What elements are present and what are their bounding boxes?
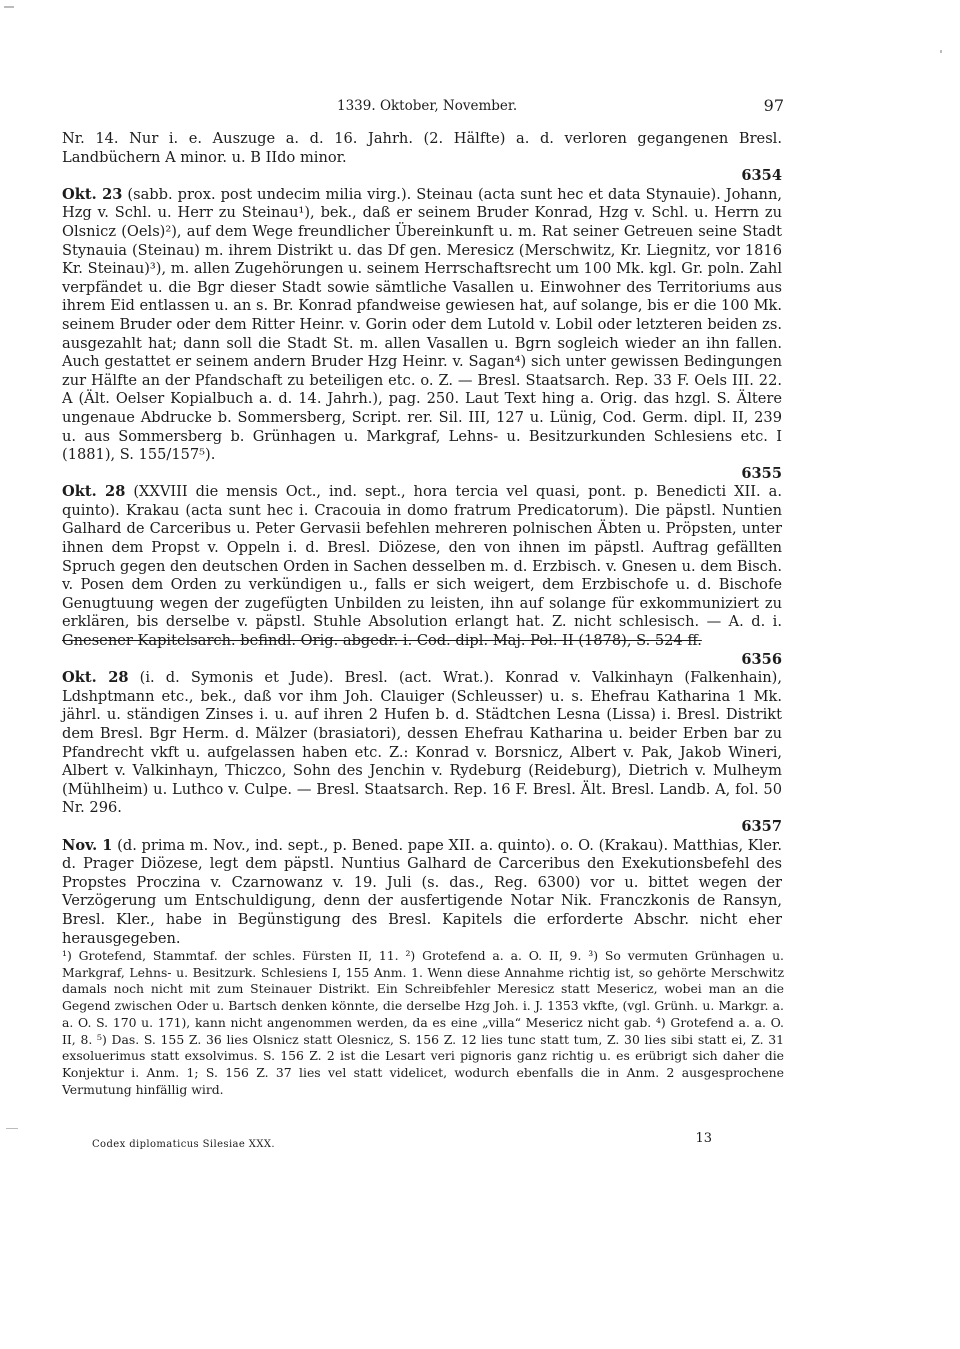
scan-speck	[4, 6, 14, 8]
regest-entry-6357	[62, 669, 782, 818]
regest-entry-6358	[62, 837, 782, 949]
entry-date: Okt. 28	[62, 483, 126, 501]
codex-title: Codex diplomaticus Silesiae XXX.	[92, 1139, 275, 1150]
entry-text: (d. prima m. Nov., ind. sept., p. Bened. pape XII. a. quinto). o. O. (Krakau). Matthias, Kler. d. Prager Diözese, legt dem päpstl. Nuntius Galhard de Carceribus den Exekutionsbefehl des Propstes Proczina v. Czarnowanz v. 19. Juli (s. das., Reg. 6300) vor u. bittet wegen der Verzögerung um Entschuldigung, denn der ausfertigende Notar Nik. Franczkonis de Ransyn, Bresl. Kler., habe in Begünstigung des Bresl. Kapitels die erforderte Abschr. nicht eher herausgegeben.	[62, 836, 783, 947]
footnotes	[62, 948, 784, 1098]
scan-speck	[6, 1128, 18, 1129]
paragraph-1: Nr. 14. Nur i. e. Auszuge a. d. 16. Jahrh. (2. Hälfte) a. d. verloren gegangenen Bresl. Landbüchern A minor. u. B IIdo minor.	[62, 130, 782, 166]
regest-number-6357: 6357	[741, 817, 782, 835]
regest-number-6356: 6356	[741, 650, 782, 668]
running-header	[62, 98, 784, 120]
entry-text: (sabb. prox. post undecim milia virg.). Steinau (acta sunt hec et data Stynauie). Johann, Hzg v. Schl. u. Herr zu Steinau¹), bek., daß er seinem Bruder Konrad, Hzg v. Schl. u. Herrn zu Olsnicz (Oels)²), auf dem Wege freundlicher Übereinkunft u. m. Rat seiner Getreuen seine Stadt Stynauia (Steinau) m. ihrem Distrikt u. das Df gen. Meresicz (Merschwitz, Kr. Liegnitz, vor 1816 Kr. Steinau)³), m. allen Zugehörungen u. seinem Herrschaftsrecht um 100 Mk. kgl. Gr. poln. Zahl verpfändet u. die Bgr dieser Stadt sowie sämtliche Vasallen u. Einwohner des Territoriums aus ihrem Eid entlassen u. an s. Br. Konrad pfandweise gewiesen hat, auf solange, bis er die 100 Mk. seinem Bruder oder dem Ritter Heinr. v. Gorin oder dem Lutold v. Lobil oder letzteren beiden zs. ausgezahlt hat; dann soll die Stadt St. m. allen Vasallen u. Bgrn sogleich wieder an ihn fallen. Auch gestattet er seinem andern Bruder Hzg Heinr. v. Sagan⁴) sich unter gewissen Bedingungen zur Hälfte an der Pfandschaft zu beteiligen etc. o. Z. — Bresl. Staatsarch. Rep. 33 F. Oels III. 22. A (Ält. Oelser Kopialbuch a. d. 14. Jahrh.), pag. 250. Laut Text hing a. Orig. das hzgl. S. Ältere ungenaue Abdrucke b. Sommersberg, Script. rer. Sil. III, 127 u. Lünig, Cod. Germ. dipl. II, 239 u. aus Sommersberg b. Grünhagen u. Markgraf, Lehns- u. Besitzurkunden Schlesiens etc. I (1881), S. 155/157⁵).	[62, 185, 782, 464]
regest-entry-6355	[62, 186, 782, 465]
page-footer	[92, 1133, 712, 1153]
scan-speck	[940, 50, 942, 53]
entry-date: Okt. 28	[62, 669, 129, 687]
entry-text: (XXVIII die mensis Oct., ind. sept., hora tercia vel quasi, pont. p. Benedicti XII. a. quinto). Krakau (acta sunt hec i. Cracouia in domo fratrum Predicatorum). Die päpstl. Nuntien Galhard de Carceribus u. Peter Gervasii befehlen mehreren polnischen Äbten u. Pröpsten, unter ihnen dem Propst v. Oppeln i. d. Bresl. Diözese, den von ihnen im päpstl. Auftrag gefällten Spruch gegen den deutschen Orden in Sachen desselben m. d. Erzbisch. v. Gnesen u. dem Bisch. v. Posen dem Orden zu verkündigen u., falls er sich weigert, dem Erzbischofe u. d. Bischofe Genugtuung wegen der zugefügten Unbilden zu leisten, ihn auf solange für exkommuniziert zu erklären, bis derselbe v. päpstl. Stuhle Absolution erlangt hat. Z. nicht schlesisch. — A. d. i.	[62, 483, 782, 631]
struck-text: Gnesener Kapitelsarch. befindl. Orig. abgedr. i. Cod. dipl. Maj. Pol. II (1878), S. 524 ff.	[62, 632, 702, 650]
regest-number-6354: 6354	[741, 167, 782, 185]
entry-date: Nov. 1	[62, 836, 113, 854]
running-title: 1339. Oktober, November.	[337, 98, 518, 114]
entry-date: Okt. 23	[62, 185, 123, 203]
page-number: 97	[763, 96, 784, 115]
footnote-text: ¹) Grotefend, Stammtaf. der schles. Fürsten II, 11. ²) Grotefend a. a. O. II, 9. ³) So vermuten Grünhagen u. Markgraf, Lehns- u. Besitzurk. Schlesiens I, 155 Anm. 1. Wenn diese Annahme richtig ist, so gehörte Merschwitz damals noch nicht mit zum Steinauer Distrikt. Ein Schreibfehler Meresicz statt Mesericz, wobei man an die Gegend zwischen Oder u. Bartsch denken könnte, die derselbe Hzg Joh. i. J. 1353 vkfte, (vgl. Grünh. u. Markgr. a. a. O. S. 170 u. 171), kann nicht angenommen werden, da es eine „villa“ Mesericz nicht gab. ⁴) Grotefend a. a. O. II, 8. ⁵) Das. S. 155 Z. 36 lies Olsnicz statt Olesnicz, S. 156 Z. 12 lies tunc statt tum, Z. 30 lies sibi statt ei, Z. 31 exsoluerimus statt exsolvimus. S. 156 Z. 2 ist die Lesart veri pignoris ganz richtig u. es erübrigt sich daher die Konjektur i. Anm. 1; S. 156 Z. 37 lies vel statt videlicet, wodurch ebenfalls die in Anm. 2 ausgesprochene Vermutung hinfällig wird.	[62, 948, 784, 1097]
signature-mark: 13	[695, 1131, 712, 1146]
entry-text: (i. d. Symonis et Jude). Bresl. (act. Wrat.). Konrad v. Valkinhayn (Falkenhain), Ldshptmann etc., bek., daß vor ihm Joh. Clauiger (Schleusser) u. s. Ehefrau Katharina 1 Mk. jährl. u. ständigen Zinses i. u. auf ihren 2 Hufen b. d. Städtchen Lesna (Lissa) i. Bresl. Distrikt dem Bresl. Bgr Herm. d. Mälzer (brasiatori), dessen Ehefrau Katharina u. beider Erben bar zu Pfandrecht vkft u. aufgelassen haben etc. Z.: Konrad v. Borsnicz, Albert v. Pak, Jakob Wineri, Albert v. Valkinhayn, Thiczco, Sohn des Jenchin v. Rydeburg (Reideburg), Dietrich v. Mulheym (Mühlheim) u. Luthco v. Culpe. — Bresl. Staatsarch. Rep. 16 F. Bresl. Ält. Bresl. Landb. A, fol. 50 Nr. 296.	[62, 669, 782, 817]
regest-number-6355: 6355	[741, 464, 782, 482]
document-body	[62, 130, 782, 948]
regest-entry-6356	[62, 483, 782, 650]
